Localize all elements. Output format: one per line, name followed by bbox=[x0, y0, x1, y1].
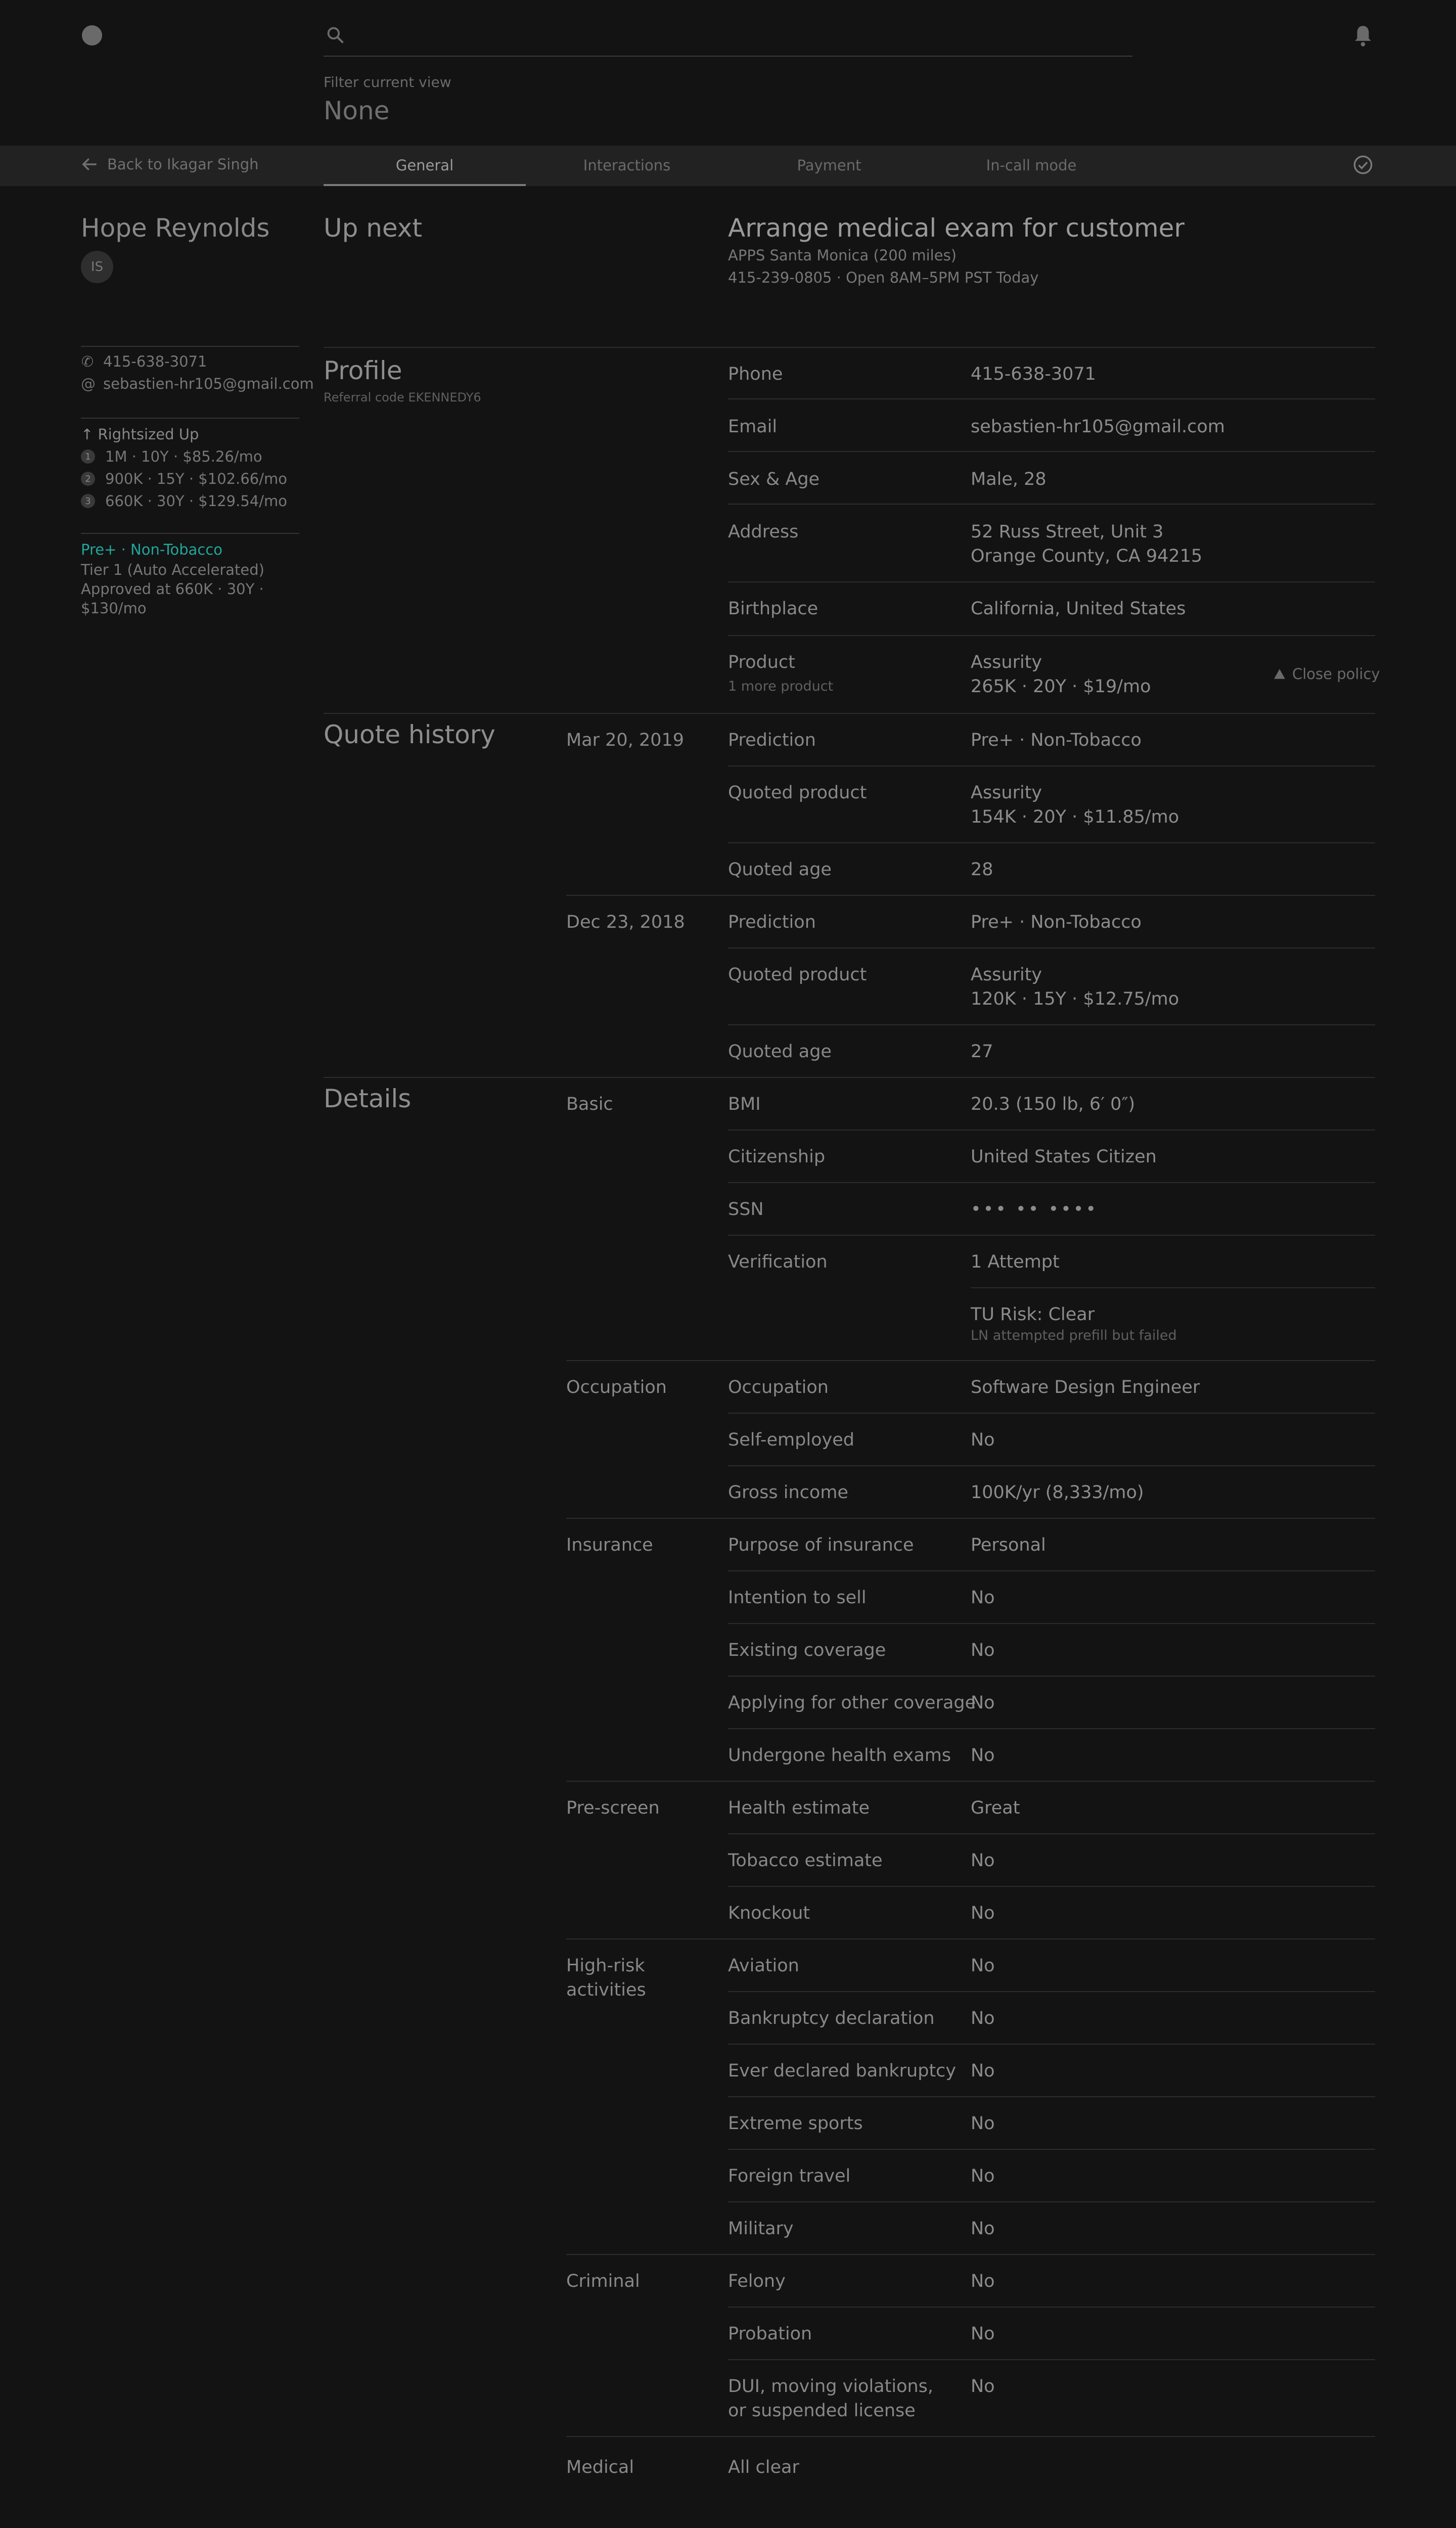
field-label: Address bbox=[728, 522, 799, 542]
field-label: Prediction bbox=[728, 730, 816, 750]
row-divider bbox=[728, 1024, 1375, 1025]
field-value: No bbox=[971, 1430, 995, 1450]
field-value: No bbox=[971, 2376, 995, 2397]
row-divider bbox=[728, 451, 1375, 452]
check-circle-icon[interactable] bbox=[1353, 155, 1373, 175]
field-label: DUI, moving violations, bbox=[728, 2376, 934, 2397]
field-label: Bankruptcy declaration bbox=[728, 2008, 935, 2028]
field-value: 265K · 20Y · $19/mo bbox=[971, 676, 1151, 697]
group-high-risk: High-risk bbox=[566, 1956, 645, 1976]
field-value: All clear bbox=[728, 2457, 799, 2477]
field-value: No bbox=[971, 2271, 995, 2291]
field-label: Foreign travel bbox=[728, 2166, 851, 2186]
field-label: Quoted age bbox=[728, 1042, 832, 1062]
warning-icon bbox=[1273, 668, 1286, 680]
back-link[interactable] bbox=[81, 156, 259, 173]
filter-dropdown[interactable]: None bbox=[324, 96, 390, 125]
row-divider bbox=[728, 1833, 1375, 1834]
field-value: 120K · 15Y · $12.75/mo bbox=[971, 989, 1179, 1009]
group-insurance: Insurance bbox=[566, 1535, 653, 1555]
sidebar-phone-value: 415-638-3071 bbox=[103, 353, 207, 370]
row-divider bbox=[728, 2359, 1375, 2360]
rightsized-label: Rightsized Up bbox=[98, 426, 199, 443]
search-input[interactable] bbox=[324, 56, 1132, 57]
option-text: 1M · 10Y · $85.26/mo bbox=[105, 448, 262, 465]
field-value: 1 Attempt bbox=[971, 1252, 1060, 1272]
field-value: No bbox=[971, 2113, 995, 2134]
option-number-badge: 2 bbox=[81, 472, 95, 486]
field-value: No bbox=[971, 1850, 995, 1871]
verification-note: LN attempted prefill but failed bbox=[971, 1328, 1177, 1343]
notifications-bell-icon[interactable] bbox=[1353, 24, 1373, 48]
field-label: Knockout bbox=[728, 1903, 810, 1923]
row-divider bbox=[728, 1886, 1375, 1887]
option-number-badge: 3 bbox=[81, 494, 95, 508]
row-divider bbox=[728, 1728, 1375, 1729]
field-label: Felony bbox=[728, 2271, 786, 2291]
field-value: Pre+ · Non-Tobacco bbox=[971, 912, 1142, 932]
field-label: Aviation bbox=[728, 1956, 799, 1976]
row-divider bbox=[728, 398, 1375, 399]
section-up-next: Up next bbox=[324, 213, 422, 243]
row-divider bbox=[728, 2307, 1375, 2308]
filter-label: Filter current view bbox=[324, 74, 451, 91]
rightsized-option[interactable] bbox=[81, 448, 262, 465]
section-quote-history: Quote history bbox=[324, 720, 495, 749]
field-label: Email bbox=[728, 417, 778, 437]
option-text: 900K · 15Y · $102.66/mo bbox=[105, 470, 287, 487]
field-value: California, United States bbox=[971, 599, 1186, 619]
field-value: Assurity bbox=[971, 652, 1042, 672]
row-divider bbox=[728, 1413, 1375, 1414]
rightsized-option[interactable] bbox=[81, 470, 287, 487]
back-link-label: Back to Ikagar Singh bbox=[107, 156, 259, 173]
row-divider bbox=[728, 842, 1375, 843]
field-value: No bbox=[971, 2324, 995, 2344]
divider bbox=[81, 346, 299, 347]
section-divider bbox=[324, 1077, 1375, 1078]
row-divider bbox=[728, 504, 1375, 505]
row-divider bbox=[728, 1465, 1375, 1466]
field-label: Self-employed bbox=[728, 1430, 854, 1450]
quote-date: Mar 20, 2019 bbox=[566, 730, 685, 750]
tab-general[interactable]: General bbox=[395, 157, 454, 174]
field-label: Product bbox=[728, 652, 795, 672]
row-divider bbox=[728, 1676, 1375, 1677]
up-next-location: APPS Santa Monica (200 miles) bbox=[728, 247, 957, 264]
field-label: Extreme sports bbox=[728, 2113, 863, 2134]
field-value: 28 bbox=[971, 860, 993, 880]
section-profile: Profile bbox=[324, 356, 402, 385]
field-label: or suspended license bbox=[728, 2401, 916, 2421]
field-value: Assurity bbox=[971, 783, 1042, 803]
section-divider bbox=[324, 347, 1375, 348]
field-label: Ever declared bankruptcy bbox=[728, 2061, 957, 2081]
row-divider bbox=[728, 947, 1375, 949]
arrow-up-icon: ↑ bbox=[81, 426, 94, 443]
field-value: No bbox=[971, 1693, 995, 1713]
field-value: Great bbox=[971, 1798, 1020, 1818]
field-value: No bbox=[971, 2008, 995, 2028]
option-number-badge: 1 bbox=[81, 449, 95, 464]
field-value: Orange County, CA 94215 bbox=[971, 546, 1203, 566]
sidebar-email[interactable] bbox=[81, 375, 314, 392]
field-value: TU Risk: Clear bbox=[971, 1304, 1095, 1325]
field-label: Sex & Age bbox=[728, 469, 820, 489]
field-value: No bbox=[971, 2219, 995, 2239]
field-label: Quoted product bbox=[728, 783, 867, 803]
group-criminal: Criminal bbox=[566, 2271, 640, 2291]
sidebar-phone[interactable] bbox=[81, 353, 207, 370]
field-value: Software Design Engineer bbox=[971, 1377, 1200, 1397]
rightsized-title bbox=[81, 426, 199, 443]
option-text: 660K · 30Y · $129.54/mo bbox=[105, 492, 287, 510]
row-divider bbox=[728, 1130, 1375, 1131]
divider bbox=[81, 533, 299, 534]
referral-code: Referral code EKENNEDY6 bbox=[324, 390, 481, 404]
field-value: Male, 28 bbox=[971, 469, 1046, 489]
row-divider bbox=[971, 1287, 1375, 1288]
row-divider bbox=[728, 581, 1375, 582]
approval-price: $130/mo bbox=[81, 600, 147, 617]
field-label: Probation bbox=[728, 2324, 812, 2344]
field-label: Birthplace bbox=[728, 599, 818, 619]
avatar: IS bbox=[81, 251, 113, 283]
group-medical: Medical bbox=[566, 2457, 634, 2477]
search-icon[interactable] bbox=[326, 25, 345, 44]
field-label: Prediction bbox=[728, 912, 816, 932]
row-divider bbox=[728, 1991, 1375, 1992]
field-label: Health estimate bbox=[728, 1798, 870, 1818]
up-next-title[interactable]: Arrange medical exam for customer bbox=[728, 213, 1185, 243]
ssn-masked-value: ••• •• •••• bbox=[971, 1199, 1099, 1220]
top-header bbox=[0, 0, 1456, 146]
field-label: Undergone health exams bbox=[728, 1745, 951, 1766]
divider bbox=[81, 418, 299, 419]
field-label: Military bbox=[728, 2219, 794, 2239]
field-label: Quoted product bbox=[728, 965, 867, 985]
field-value: No bbox=[971, 1956, 995, 1976]
field-label: Purpose of insurance bbox=[728, 1535, 914, 1555]
group-divider bbox=[566, 1938, 1375, 1939]
quote-date: Dec 23, 2018 bbox=[566, 912, 685, 932]
group-divider bbox=[566, 895, 1375, 896]
field-value: 154K · 20Y · $11.85/mo bbox=[971, 807, 1179, 827]
field-label: Citizenship bbox=[728, 1147, 826, 1167]
row-divider bbox=[728, 2096, 1375, 2097]
prediction-status: Pre+ · Non-Tobacco bbox=[81, 541, 223, 558]
field-label: Applying for other coverage bbox=[728, 1693, 976, 1713]
row-divider bbox=[728, 1570, 1375, 1571]
field-label: Tobacco estimate bbox=[728, 1850, 883, 1871]
field-value: Personal bbox=[971, 1535, 1046, 1555]
group-occupation: Occupation bbox=[566, 1377, 667, 1397]
field-value: No bbox=[971, 1640, 995, 1660]
field-label: Intention to sell bbox=[728, 1588, 867, 1608]
field-value: No bbox=[971, 1588, 995, 1608]
row-divider bbox=[728, 1182, 1375, 1183]
tab-in-call-mode[interactable]: In-call mode bbox=[986, 157, 1077, 174]
field-label: SSN bbox=[728, 1199, 764, 1220]
row-divider bbox=[728, 635, 1375, 636]
phone-icon: ✆ bbox=[81, 353, 94, 370]
tab-interactions[interactable]: Interactions bbox=[583, 157, 671, 174]
field-value: 20.3 (150 lb, 6′ 0″) bbox=[971, 1094, 1135, 1114]
group-divider bbox=[566, 1360, 1375, 1361]
field-label: Verification bbox=[728, 1252, 828, 1272]
approval-line: Approved at 660K · 30Y · bbox=[81, 580, 264, 598]
row-divider bbox=[728, 1235, 1375, 1236]
field-value: No bbox=[971, 1903, 995, 1923]
field-label: Phone bbox=[728, 364, 783, 384]
row-divider bbox=[728, 2201, 1375, 2202]
more-products-link[interactable]: 1 more product bbox=[728, 679, 834, 694]
field-value: No bbox=[971, 1745, 995, 1766]
row-divider bbox=[728, 2149, 1375, 2150]
group-basic: Basic bbox=[566, 1094, 613, 1114]
field-label: Gross income bbox=[728, 1482, 848, 1503]
account-icon[interactable] bbox=[82, 25, 102, 46]
group-divider bbox=[566, 1518, 1375, 1519]
group-high-risk-line2: activities bbox=[566, 1980, 646, 2000]
at-icon: @ bbox=[81, 375, 96, 392]
tab-payment[interactable]: Payment bbox=[797, 157, 861, 174]
customer-name: Hope Reynolds bbox=[81, 213, 270, 243]
field-value: Assurity bbox=[971, 965, 1042, 985]
group-divider bbox=[566, 1781, 1375, 1782]
tab-bar bbox=[0, 146, 1456, 186]
close-policy-button[interactable] bbox=[1273, 665, 1380, 683]
row-divider bbox=[728, 1623, 1375, 1624]
close-policy-label: Close policy bbox=[1292, 665, 1380, 683]
field-value: 100K/yr (8,333/mo) bbox=[971, 1482, 1144, 1503]
field-label: Occupation bbox=[728, 1377, 829, 1397]
field-value: No bbox=[971, 2166, 995, 2186]
field-label: Quoted age bbox=[728, 860, 832, 880]
field-value: sebastien-hr105@gmail.com bbox=[971, 417, 1225, 437]
field-value: 27 bbox=[971, 1042, 993, 1062]
active-tab-indicator bbox=[324, 184, 526, 186]
section-details: Details bbox=[324, 1084, 412, 1113]
row-divider bbox=[728, 2044, 1375, 2045]
arrow-left-icon bbox=[81, 157, 98, 172]
field-value: 415-638-3071 bbox=[971, 364, 1096, 384]
tier-line: Tier 1 (Auto Accelerated) bbox=[81, 561, 264, 578]
up-next-contact: 415-239-0805 · Open 8AM–5PM PST Today bbox=[728, 269, 1039, 286]
rightsized-option[interactable] bbox=[81, 492, 287, 510]
field-value: 52 Russ Street, Unit 3 bbox=[971, 522, 1164, 542]
group-divider bbox=[566, 2254, 1375, 2255]
field-label: BMI bbox=[728, 1094, 761, 1114]
field-value: Pre+ · Non-Tobacco bbox=[971, 730, 1142, 750]
row-divider bbox=[728, 765, 1375, 766]
group-pre-screen: Pre-screen bbox=[566, 1798, 660, 1818]
field-value: United States Citizen bbox=[971, 1147, 1157, 1167]
field-value: No bbox=[971, 2061, 995, 2081]
field-label: Existing coverage bbox=[728, 1640, 886, 1660]
group-divider bbox=[566, 2436, 1375, 2437]
sidebar-email-value: sebastien-hr105@gmail.com bbox=[103, 375, 314, 392]
section-divider bbox=[324, 713, 1375, 714]
